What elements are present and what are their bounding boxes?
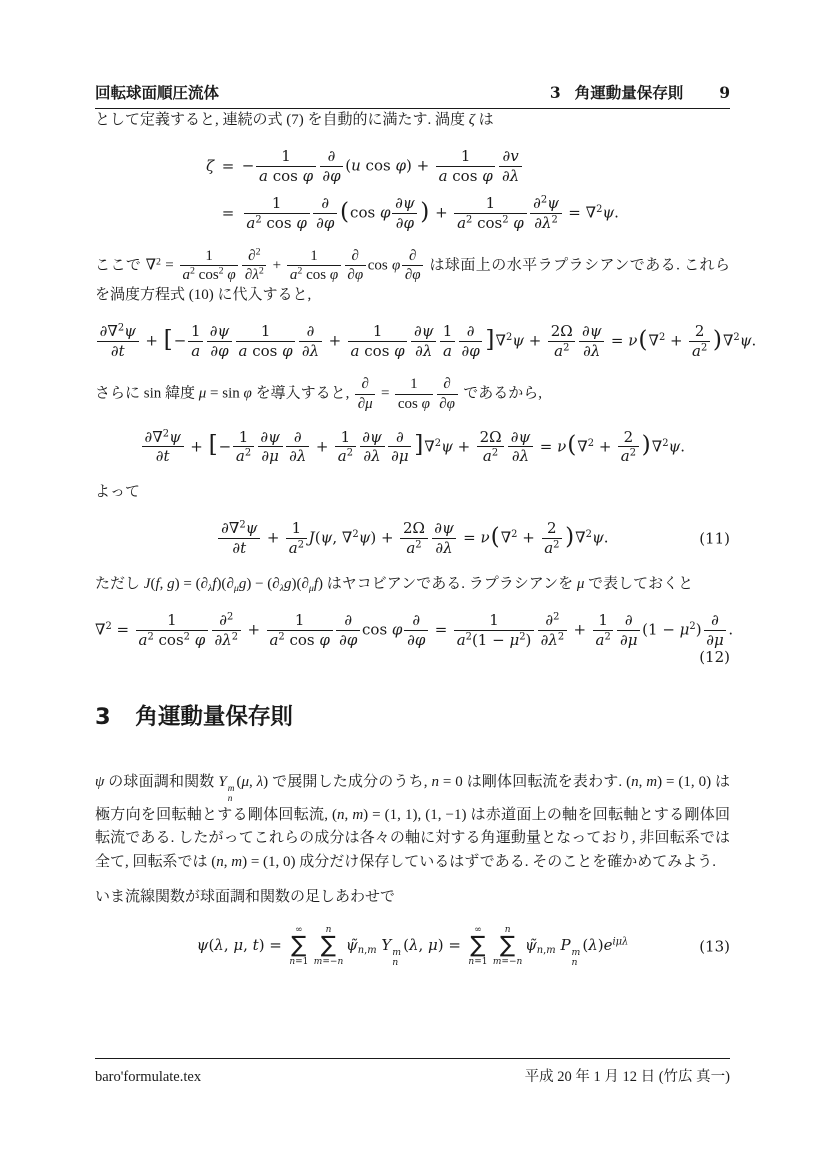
page-footer: [95, 1058, 730, 1088]
footer-filename: baro'formulate.tex: [95, 1069, 202, 1085]
paragraph-jacobian: ただし J(f, $g) = (\partial_\lambda f)(\partial_\mu g) - (\partial_\lambda g)(\partial_\mu f)$ はヤコビアンである. ラプラシアンを μ で表しておくと: [95, 576, 694, 594]
equation-13: [95, 925, 730, 968]
equation-11-number: (11): [699, 529, 730, 548]
equation-vorticity-definition: [95, 148, 730, 232]
paragraph-sin-latitude: さらに sin 緯度 μ = sin φ を導入すると, ∂ ∂μ = $\frac{1}{\text{cos φ}}$ ∂ ∂φ であるから,: [95, 375, 543, 412]
equation-vorticity-definition-body: ζ = − $\frac{1}{\text{a cos φ}}$ ∂ ∂φ (u cos φ) + $\frac{1}{\text{a cos φ}}$ $\frac{\partial v}{\partial\lambda}$ = $\frac{1}{a^2 \cos \varphi}$ ∂ ∂φ (cos φ $\frac{\partial\psi}{\partial\varphi}$ ) + $\frac{1}{a^2 \cos^2 \varphi}$ $\frac{\partial^2\psi}{\partial\lambda^2}$ = ∇$^2$ψ.: [206, 146, 619, 232]
running-head-section-number: 3: [549, 83, 561, 102]
page-body: [95, 109, 757, 969]
running-head-left: 回転球面順圧流体: [95, 84, 220, 102]
equation-13-body: ψ(λ, μ, t) = ∞ ∑ n=1 n ∑ m=−n $\psĩ_{n,m}$ Y m n (λ, μ) = ∞ ∑ n=1 n ∑ m=−n $\psĩ_{n,m}$ P m n $(\lambda)e^{i\mu\lambda}$: [196, 925, 629, 969]
equation-vorticity-mu: [95, 429, 730, 466]
section-title: 角運動量保存則: [135, 703, 293, 730]
footer-date-author: 平成 20 年 1 月 12 日 (竹広 真一): [524, 1069, 730, 1085]
equation-13-number: (13): [699, 937, 730, 956]
equation-12-body: ∇$^2$ = $\frac{1}{a^2 \cos^2 \varphi}$ $\frac{\partial^2}{\partial\lambda^2}$ + $\frac{1}{a^2 \cos \varphi}$ ∂ ∂φ cos φ ∂ ∂φ = $\frac{1}{a^2(1 - \mu^2)}$ $\frac{\partial^2}{\partial\lambda^2}$ + $\frac{1}{a^2}$ ∂ ∂μ $(1 - \mu^2)$ ∂ ∂μ .: [95, 611, 734, 650]
section-heading: [95, 703, 730, 731]
section-number: 3: [95, 703, 111, 730]
running-head-section-title: 角運動量保存則: [574, 84, 684, 102]
page-header: [95, 84, 730, 109]
equation-vorticity-phi: [95, 322, 757, 361]
equation-12: [95, 611, 734, 666]
equation-11: [95, 520, 730, 557]
running-head-right: [550, 84, 730, 103]
paragraph-vorticity-intro: として定義すると, 連続の式 (7) を自動的に満たす. 渦度 ζ は: [95, 111, 494, 128]
paragraph-streamfunction-sum: いま流線関数が球面調和関数の足しあわせで: [95, 888, 396, 905]
paragraph-therefore: よって: [95, 484, 141, 501]
page-number: 9: [719, 83, 730, 102]
equation-vorticity-phi-body: $\frac{\partial\nabla^2\psi}{\partial t}$ + [− $\frac{1}{a}$ $\frac{\partial\psi}{\partial\varphi}$ $\frac{1}{\text{a cos φ}}$ ∂ ∂λ + $\frac{1}{\text{a cos φ}}$ $\frac{\partial\psi}{\partial\lambda}$ $\frac{1}{a}$ ∂ ∂φ ]∇$^2$ψ + $\frac{2\Omega}{a^2}$ $\frac{\partial\psi}{\partial\lambda}$ = ν(∇$^2$ + $\frac{2}{a^2}$ )∇$^2$ψ.: [95, 323, 756, 360]
equation-vorticity-mu-body: $\frac{\partial\nabla^2\psi}{\partial t}$ + [− $\frac{1}{a^2}$ $\frac{\partial\psi}{\partial\mu}$ ∂ ∂λ + $\frac{1}{a^2}$ $\frac{\partial\psi}{\partial\lambda}$ ∂ ∂μ ]∇$^2$ψ + $\frac{2\Omega}{a^2}$ $\frac{\partial\psi}{\partial\lambda}$ = ν(∇$^2$ + $\frac{2}{a^2}$ )∇$^2$ψ.: [140, 429, 685, 466]
paragraph-spherical-harmonics: ψ の球面調和関数 Y m n (μ, λ) で展開した成分のうち, n = 0 は剛体回転流を表わす. (n, m) = (1, 0) は極方向を回転軸とする剛体回転流, (n, m) = (1, 1), (1, −1) は赤道面上の軸を回転軸とする剛体回転流である. したがってこれらの成分は各々の軸に対する角運動量となっており, 非回転系では全て, 回転系では (n, m) = (1, 0) 成分だけ保存しているはずである. そのことを確かめてみよう.: [95, 773, 731, 870]
equation-11-body: $\frac{\partial\nabla^2\psi}{\partial t}$ + $\frac{1}{a^2}$ J(ψ, ∇$^2$ψ) + $\frac{2\Omega}{a^2}$ $\frac{\partial\psi}{\partial\lambda}$ = ν(∇$^2$ + $\frac{2}{a^2}$ )∇$^2$ψ.: [217, 520, 609, 557]
paragraph-laplacian-note: ここで ∇$^2$ = $\frac{1}{a^2 \cos^2 \varphi}$ $\frac{\partial^2}{\partial\lambda^2}$ + $\frac{1}{a^2 \cos \varphi}$ ∂ ∂φ cos φ ∂ ∂φ は球面上の水平ラプラシアンである. これらを渦度方程式 (10) に代入すると,: [95, 246, 730, 304]
equation-12-number: (12): [699, 647, 730, 666]
